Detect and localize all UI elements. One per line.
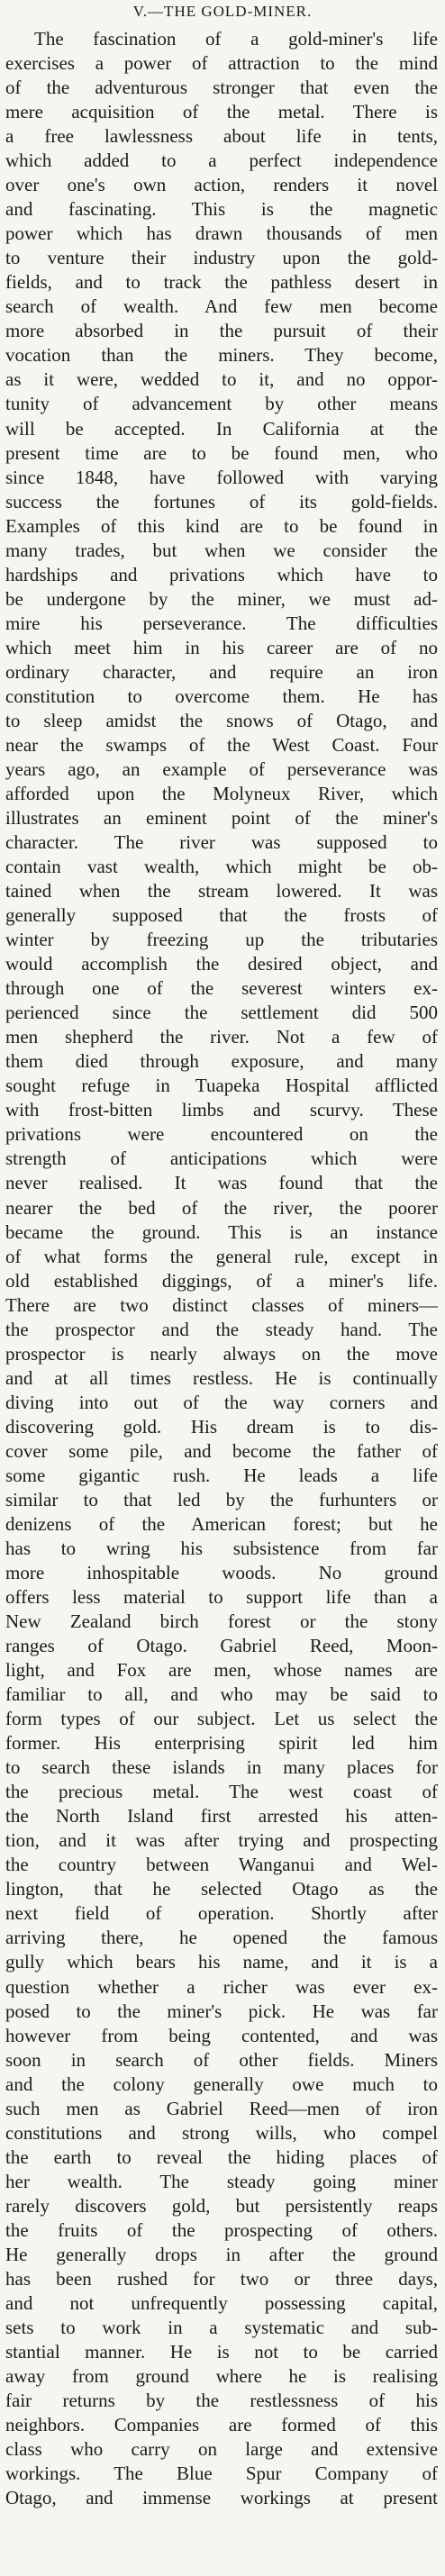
article-line: to search these islands in many places for [5, 1756, 438, 1779]
article-line: sought refuge in Tuapeka Hospital afflicted [5, 1075, 438, 1097]
article-line: perienced since the settlement did 500 [5, 1002, 438, 1024]
article-line: which meet him in his career are of no [5, 636, 438, 658]
article-line: the fruits of the prospecting of others. [5, 2218, 438, 2241]
article-line: her wealth. The steady going miner [5, 2170, 438, 2192]
article-line: constitution to overcome them. He has [5, 685, 438, 707]
article-line: success the fortunes of its gold-fields. [5, 490, 438, 512]
article-line: fields, and to track the pathless desert in [5, 271, 438, 294]
article-line: constitutions and strong wills, who compel [5, 2121, 438, 2144]
article-line: offers less material to support life than a [5, 1586, 438, 1608]
article-line: ranges of Otago. Gabriel Reed, Moon- [5, 1635, 438, 1657]
article-line: of what forms the general rule, except in [5, 1245, 438, 1267]
article-line: arriving there, he opened the famous [5, 1927, 438, 1949]
article-line: neighbors. Companies are formed of this [5, 2414, 438, 2436]
article-line: over one's own action, renders it novel [5, 174, 438, 196]
article-line: workings. The Blue Spur Company of [5, 2463, 438, 2485]
article-line: more absorbed in the pursuit of their [5, 320, 438, 342]
article-line: tion, and it was after trying and prospecting [5, 1829, 438, 1852]
article-line: as it were, wedded to it, and no oppor- [5, 368, 438, 391]
article-line: There are two distinct classes of miners— [5, 1293, 438, 1316]
article-line: next field of operation. Shortly after [5, 1902, 438, 1925]
article-line: strength of anticipations which were [5, 1147, 438, 1170]
article-line: of the adventurous stronger that even the [5, 77, 438, 99]
article-line: prospector is nearly always on the move [5, 1342, 438, 1365]
article-line: form types of our subject. Let us select the [5, 1708, 438, 1730]
article-line: would accomplish the desired object, and [5, 953, 438, 975]
article-line: search of wealth. And few men become [5, 295, 438, 318]
article-line: a free lawlessness about life in tents, [5, 125, 438, 148]
article-line: mere acquisition of the metal. There is [5, 101, 438, 123]
article-line: old established diggings, of a miner's life. [5, 1269, 438, 1292]
article-line: soon in search of other fields. Miners [5, 2048, 438, 2071]
article-line: generally supposed that the frosts of [5, 904, 438, 927]
article-line: the country between Wanganui and Wel- [5, 1854, 438, 1876]
article-line: some gigantic rush. He leads a life [5, 1464, 438, 1486]
article-line: men shepherd the river. Not a few of [5, 1026, 438, 1048]
article-line: cover some pile, and become the father of [5, 1439, 438, 1462]
article-line: with frost-bitten limbs and scurvy. These [5, 1099, 438, 1121]
article-line: hardships and privations which have to [5, 563, 438, 585]
article-line: Examples of this kind are to be found in [5, 514, 438, 537]
article-line: mire his perseverance. The difficulties [5, 612, 438, 634]
article-line: denizens of the American forest; but he [5, 1512, 438, 1535]
article-body [5, 27, 438, 2572]
article-line: and not unfrequently possessing capital, [5, 2291, 438, 2314]
article-line: never realised. It was found that the [5, 1172, 438, 1194]
article-line: stantial manner. He is not to be carried [5, 2340, 438, 2363]
article-line: posed to the miner's pick. He was far [5, 2000, 438, 2022]
article-line: familiar to all, and who may be said to [5, 1683, 438, 1706]
article-line: be undergone by the miner, we must ad- [5, 587, 438, 610]
article-line: near the swamps of the West Coast. Four [5, 733, 438, 756]
article-line: tained when the stream lowered. It was [5, 880, 438, 903]
article-line: away from ground where he is realising [5, 2365, 438, 2387]
article-line: present time are to be found men, who [5, 441, 438, 464]
article-line: the North Island first arrested his atten- [5, 1805, 438, 1828]
article-line: exercises a power of attraction to the mind [5, 52, 438, 75]
article-line: however from being contented, and was [5, 2024, 438, 2046]
article-line: years ago, an example of perseverance was [5, 757, 438, 780]
article-heading: V.—THE GOLD-MINER. [132, 3, 313, 20]
article-line: light, and Fox are men, whose names are [5, 1659, 438, 1682]
article-line: since 1848, have followed with varying [5, 466, 438, 488]
article-line: Otago, and immense workings at present [5, 2487, 438, 2509]
article-line: He generally drops in after the ground [5, 2243, 438, 2265]
article-line: afforded upon the Molyneux River, which [5, 782, 438, 804]
article-line: question whether a richer was ever ex- [5, 1975, 438, 1998]
article-line: to sleep amidst the snows of Otago, and [5, 709, 438, 731]
article-line: diving into out of the way corners and [5, 1391, 438, 1413]
article-line: discovering gold. His dream is to dis- [5, 1415, 438, 1438]
article-line: ordinary character, and require an iron [5, 660, 438, 683]
article-line: will be accepted. In California at the [5, 417, 438, 440]
article-line: rarely discovers gold, but persistently reaps [5, 2194, 438, 2217]
article-line: illustrates an eminent point of the miner's [5, 807, 438, 829]
article-line: has to wring his subsistence from far [5, 1537, 438, 1559]
article-line: gully which bears his name, and it is a [5, 1951, 438, 1973]
article-line: vocation than the miners. They become, [5, 344, 438, 367]
article-line: the precious metal. The west coast of [5, 1781, 438, 1803]
article-line: fair returns by the restlessness of his [5, 2390, 438, 2412]
article-line: which added to a perfect independence [5, 150, 438, 172]
article-line: lington, that he selected Otago as the [5, 1878, 438, 1900]
article-line: contain vast wealth, which might be ob- [5, 856, 438, 878]
article-line: the earth to reveal the hiding places of [5, 2145, 438, 2168]
article-line: privations were encountered on the [5, 1123, 438, 1146]
article-line: such men as Gabriel Reed—men of iron [5, 2097, 438, 2119]
article-line: power which has drawn thousands of men [5, 222, 438, 245]
article-line: tunity of advancement by other means [5, 393, 438, 415]
article-line: has been rushed for two or three days, [5, 2267, 438, 2290]
article-line: and the colony generally owe much to [5, 2073, 438, 2095]
article-line: and at all times restless. He is continually [5, 1366, 438, 1389]
article-line: sets to work in a systematic and sub- [5, 2316, 438, 2338]
article-line: and fascinating. This is the magnetic [5, 198, 438, 221]
article-line: through one of the severest winters ex- [5, 977, 438, 1000]
article-line: former. His enterprising spirit led him [5, 1732, 438, 1755]
article-line: them died through exposure, and many [5, 1050, 438, 1073]
article-line: nearer the bed of the river, the poorer [5, 1196, 438, 1219]
article-line: the prospector and the steady hand. The [5, 1318, 438, 1340]
article-line: character. The river was supposed to [5, 831, 438, 854]
article-line: New Zealand birch forest or the stony [5, 1610, 438, 1633]
article-line: winter by freezing up the tributaries [5, 929, 438, 951]
article-first-line: The fascination of a gold-miner's life [34, 28, 438, 50]
article-line: similar to that led by the furhunters or [5, 1488, 438, 1510]
article-line: many trades, but when we consider the [5, 539, 438, 561]
article-line: became the ground. This is an instance [5, 1220, 438, 1243]
article-line: more inhospitable woods. No ground [5, 1561, 438, 1583]
article-line: class who carry on large and extensive [5, 2438, 438, 2461]
article-line: to venture their industry upon the gold- [5, 247, 438, 269]
